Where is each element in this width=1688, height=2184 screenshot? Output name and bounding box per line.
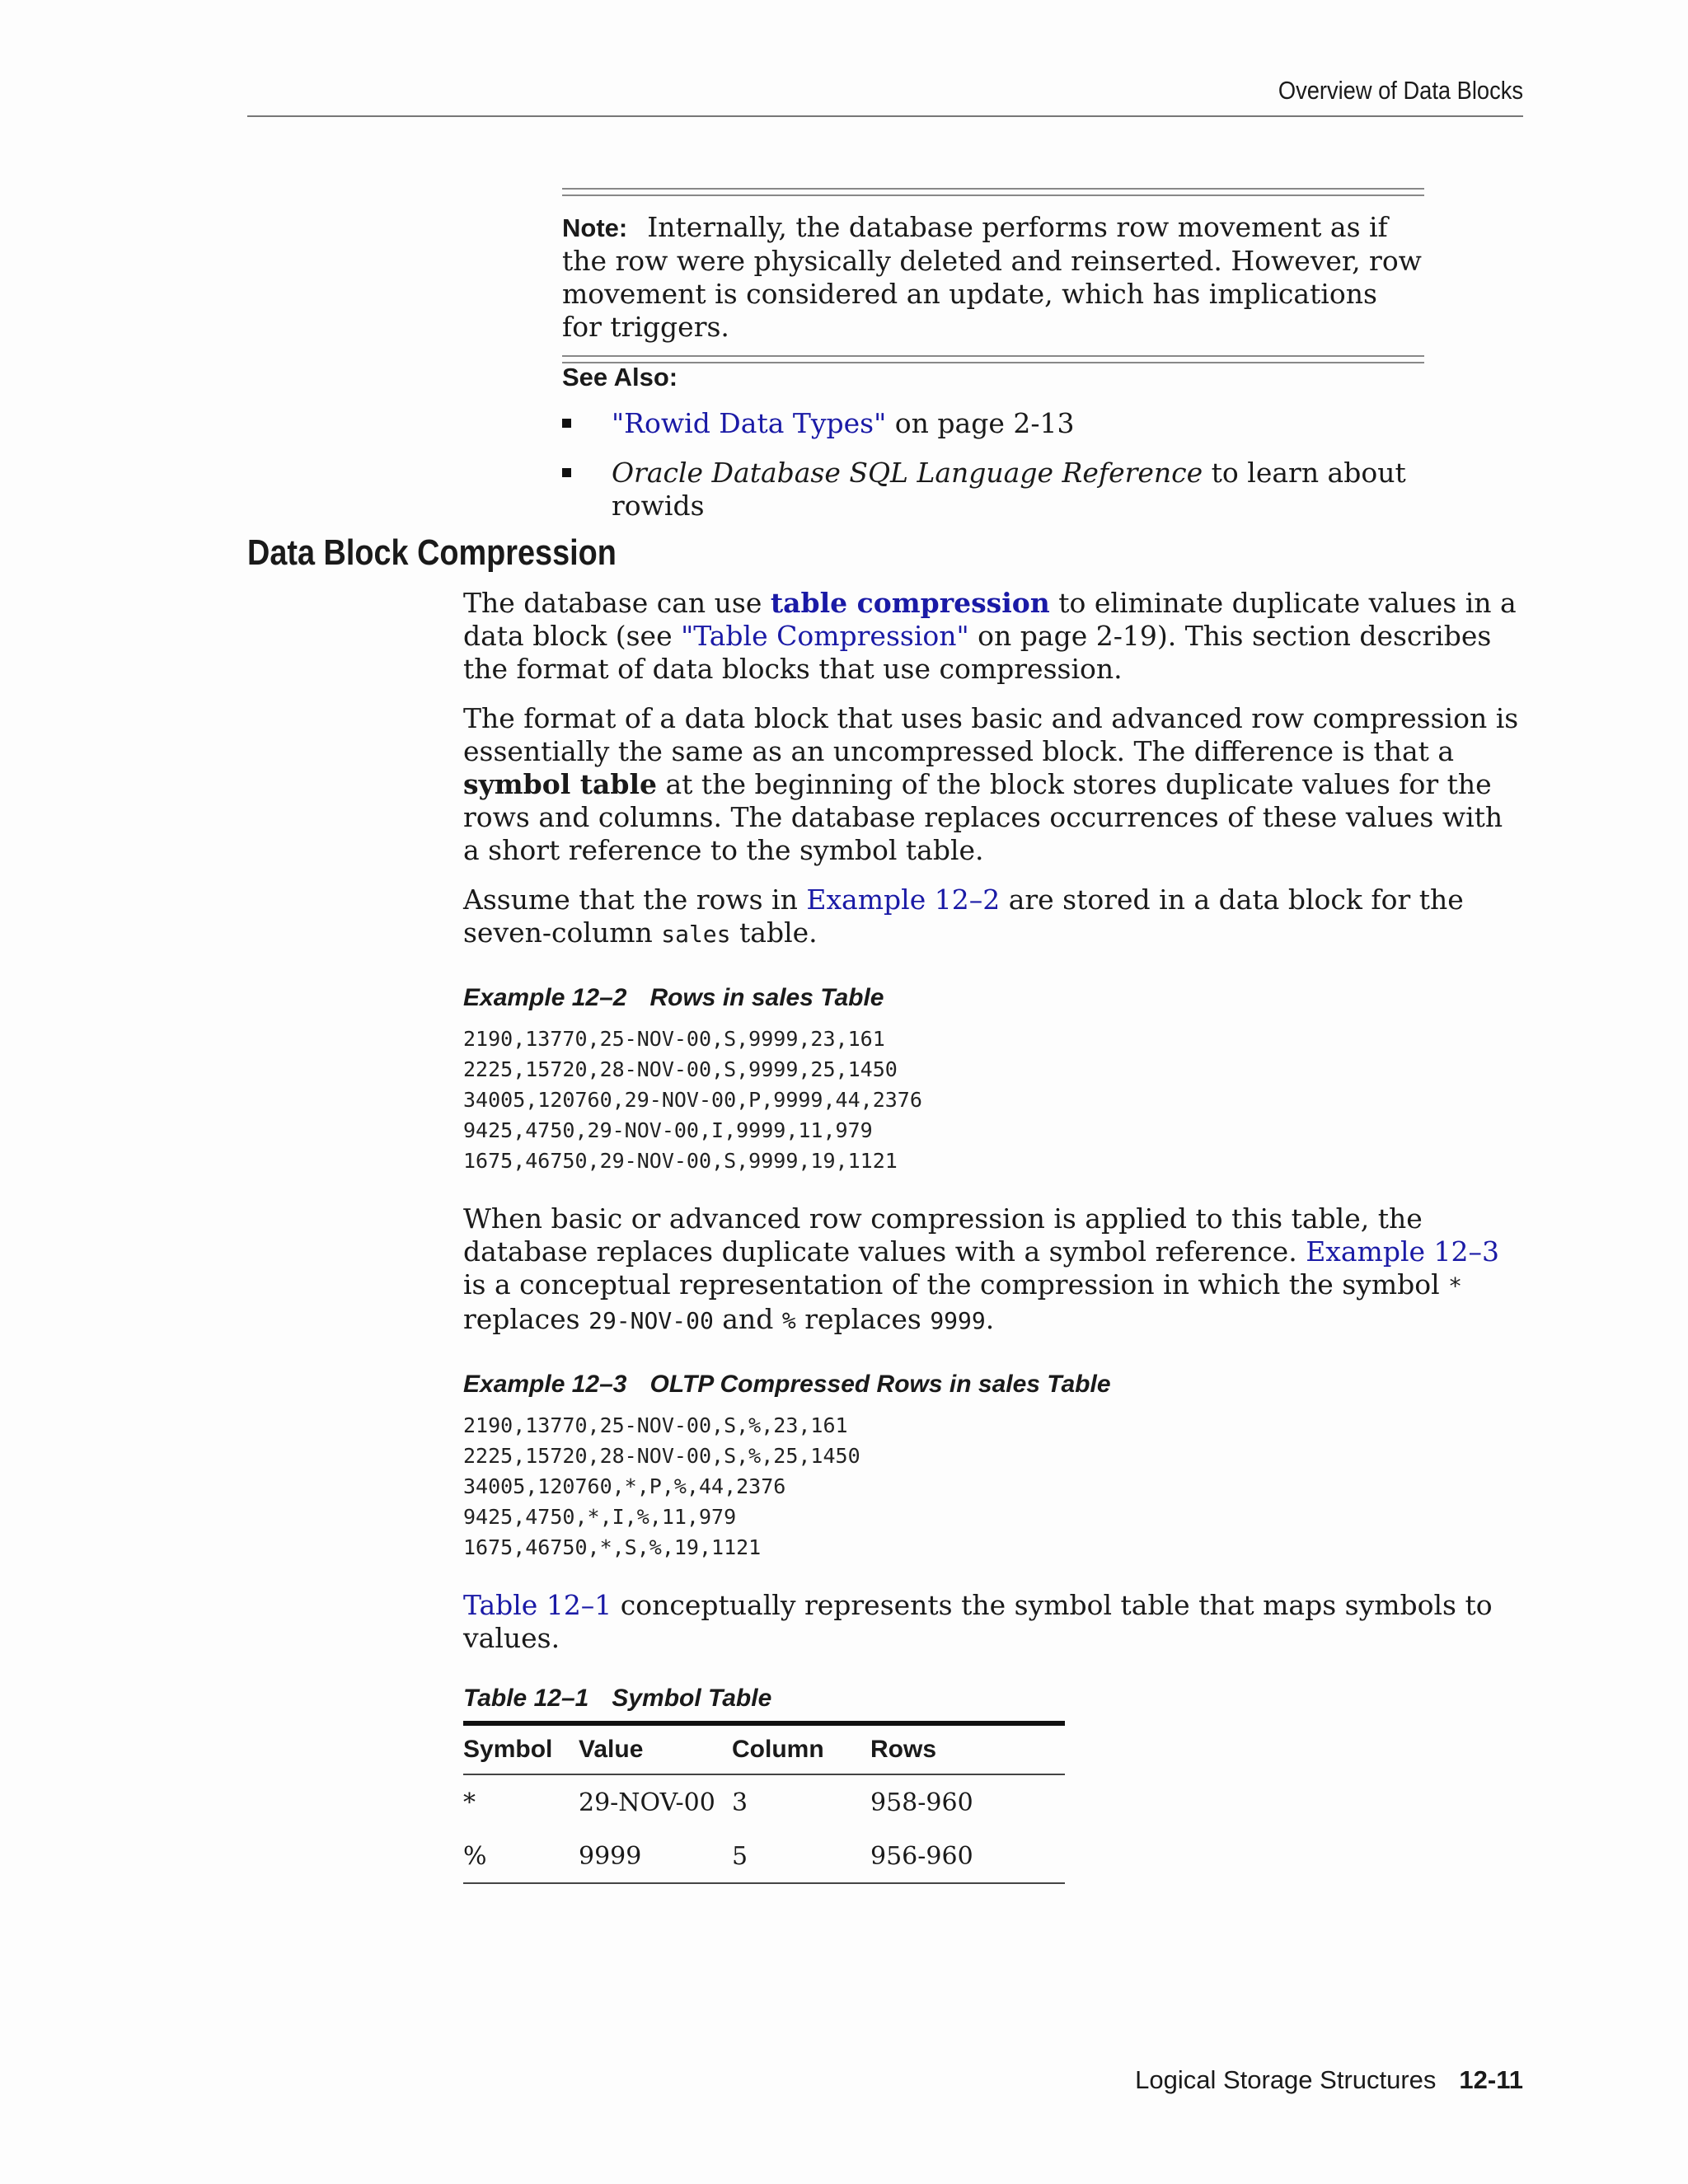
table-number: Table 12–1 (463, 1685, 589, 1712)
page-footer (1135, 2065, 1523, 2095)
footer-title: Logical Storage Structures (1135, 2065, 1437, 2094)
paragraph (463, 587, 1523, 686)
table-12-1-link[interactable]: Table 12–1 (463, 1589, 612, 1621)
page-number: 12-11 (1459, 2065, 1523, 2094)
paragraph (463, 1589, 1523, 1655)
table-cell: 956-960 (870, 1829, 1065, 1883)
table-cell: 29-NOV-00 (579, 1788, 715, 1817)
column-header: Column (732, 1726, 870, 1774)
text: . (985, 1303, 995, 1335)
see-also-item-text: on page 2-13 (886, 407, 1075, 439)
inline-code: sales (661, 921, 731, 948)
see-also-list (562, 407, 1424, 523)
text: are stored in a data block for the seven-column (463, 883, 1464, 949)
example-number: Example 12–2 (463, 984, 627, 1011)
text: on page 2-19). This section describes the format of data blocks that use compression. (463, 620, 1492, 685)
see-also-item (562, 457, 1424, 523)
text: When basic or advanced row compression is applied to this table, the database replaces duplicate values with a symbol reference. (463, 1202, 1423, 1268)
running-header: Overview of Data Blocks (1278, 76, 1523, 105)
table-row (463, 1829, 1065, 1883)
table-cell: 3 (732, 1788, 748, 1817)
section-body (463, 587, 1523, 1884)
text: is a conceptual representation of the compression in which the symbol (463, 1268, 1449, 1301)
text: and (713, 1303, 782, 1335)
table-header-row (463, 1726, 1065, 1774)
note-text (562, 196, 1424, 355)
example-title (463, 1371, 1523, 1399)
code-block: 2190,13770,25-NOV-00,S,9999,23,161 2225,15720,28-NOV-00,S,9999,25,1450 34005,120760,29-NOV-00,P,9999,44,2376 9425,4750,29-NOV-00,I,9999,11,979 1675,46750,29-NOV-00,S,9999,19,1121 (463, 1027, 922, 1173)
table-cell: 9999 (579, 1829, 732, 1883)
example-caption: Rows in sales Table (649, 984, 884, 1011)
paragraph (463, 883, 1523, 951)
example-12-2-link[interactable]: Example 12–2 (806, 883, 1001, 916)
text: Assume that the rows in (463, 883, 807, 916)
table-title (463, 1685, 1523, 1713)
note-label: Note: (562, 213, 628, 242)
inline-code: 9999 (930, 1307, 986, 1334)
table-row (463, 1774, 1065, 1829)
term: symbol table (463, 768, 658, 800)
example-title (463, 984, 1523, 1012)
rowid-data-types-link[interactable]: "Rowid Data Types" (612, 407, 887, 439)
text: The format of a data block that uses basic and advanced row compression is essentially the same as an uncompressed block. The difference is that a (463, 702, 1519, 767)
text: replaces (795, 1303, 931, 1335)
text: at the beginning of the block stores duplicate values for the rows and columns. The database replaces occurrences of these values with a short reference to the symbol table. (463, 768, 1503, 866)
inline-code: * (1448, 1272, 1463, 1300)
table-cell: % (463, 1829, 579, 1883)
example-12-3-link[interactable]: Example 12–3 (1306, 1235, 1500, 1268)
table-cell: 958-960 (870, 1788, 973, 1817)
symbol-table (463, 1726, 1065, 1884)
column-header: Symbol (463, 1726, 579, 1774)
example-number: Example 12–3 (463, 1371, 627, 1398)
table-cell: * (463, 1788, 476, 1817)
see-also-item-text: to learn about rowids (612, 457, 1406, 522)
bullet-icon (562, 468, 571, 477)
note-box (562, 188, 1424, 363)
inline-code: % (781, 1307, 796, 1334)
column-header: Rows (870, 1726, 1065, 1774)
bullet-icon (562, 419, 571, 428)
see-also-item (562, 407, 1424, 440)
book-title: Oracle Database SQL Language Reference (612, 457, 1203, 489)
section-title: Data Block Compression (247, 532, 617, 573)
text: conceptually represents the symbol table that maps symbols to values. (463, 1589, 1493, 1654)
table-compression-glossary-link[interactable]: table compression (770, 587, 1050, 619)
column-header: Value (579, 1726, 732, 1774)
text: replaces (463, 1303, 589, 1335)
see-also-heading: See Also: (562, 363, 678, 391)
inline-code: 29-NOV-00 (588, 1307, 714, 1334)
paragraph (463, 1202, 1523, 1338)
table-cell: 5 (732, 1829, 870, 1883)
code-block: 2190,13770,25-NOV-00,S,%,23,161 2225,15720,28-NOV-00,S,%,25,1450 34005,120760,*,P,%,44,2376 9425,4750,*,I,%,11,979 1675,46750,*,S,%,19,1121 (463, 1413, 860, 1559)
text: to eliminate duplicate values in a data block (see (463, 587, 1517, 652)
table-caption: Symbol Table (612, 1685, 772, 1712)
text: table. (730, 916, 818, 949)
note-body: Internally, the database performs row movement as if the row were physically deleted and reinserted. However, row movement is considered an update, which has implications for triggers. (562, 211, 1422, 343)
paragraph (463, 702, 1523, 867)
see-also (562, 363, 1424, 539)
table-compression-link[interactable]: "Table Compression" (681, 620, 969, 652)
note-top-rule (562, 188, 1424, 196)
header-rule (247, 115, 1523, 117)
example-caption: OLTP Compressed Rows in sales Table (649, 1371, 1111, 1398)
text: The database can use (463, 587, 771, 619)
